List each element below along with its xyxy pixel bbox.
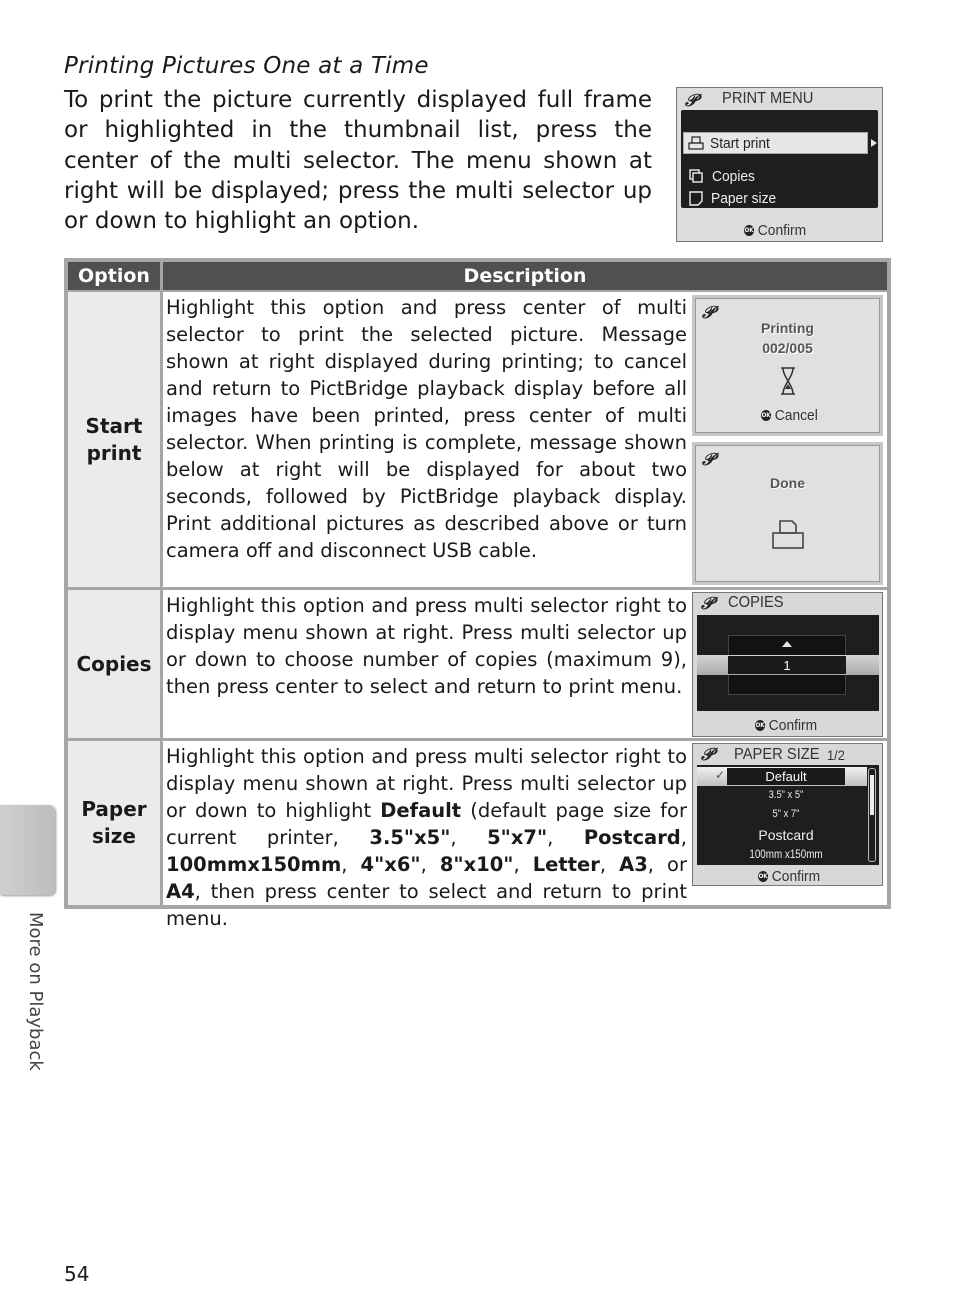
pictbridge-logo-icon: 𝒫	[702, 450, 715, 469]
page-indicator: 1/2	[827, 747, 845, 763]
scrollbar-thumb[interactable]	[870, 775, 874, 815]
paper-item-default[interactable]: Default	[727, 768, 845, 785]
done-screen	[692, 442, 883, 585]
pictbridge-logo-icon: 𝒫	[685, 91, 698, 110]
option-label: Start print	[85, 413, 143, 465]
cancel-label: Cancel	[774, 407, 818, 424]
confirm-label: Confirm	[757, 222, 807, 239]
header-description: Description	[163, 262, 887, 290]
cancel-hint	[761, 407, 818, 424]
scrollbar[interactable]	[868, 768, 876, 862]
hourglass-icon	[780, 367, 796, 395]
menu-item-copies[interactable]	[689, 166, 869, 186]
side-tab-label: More on Playback	[25, 912, 46, 1071]
paper-item[interactable]: Postcard	[758, 827, 814, 843]
option-copies	[68, 590, 160, 738]
menu-title: PAPER SIZE	[734, 746, 820, 763]
option-start-print	[68, 292, 160, 587]
option-paper-size	[68, 741, 160, 905]
arrow-up-icon	[782, 641, 792, 648]
copies-value-box[interactable]	[728, 656, 846, 674]
printer-icon	[771, 519, 805, 551]
menu-item-label: Paper size	[711, 189, 777, 207]
pictbridge-logo-icon: 𝒫	[701, 594, 714, 613]
description-text: Highlight this option and press multi selector right to display menu shown at right. Press multi selector up or down to choose number of copies (maximum 9), then press center to select and return to print menu.	[166, 594, 687, 698]
arrow-right-icon	[870, 138, 878, 148]
menu-item-start-print[interactable]	[683, 132, 868, 154]
confirm-label: Confirm	[768, 717, 818, 734]
paper-icon	[689, 191, 703, 206]
menu-item-paper-size[interactable]	[689, 188, 869, 208]
copies-value: 1	[783, 657, 791, 673]
intro-paragraph: To print the picture currently displayed full frame or highlighted in the thumbnail list, press the center of the multi selector. The menu shown at right will be displayed; press the multi selector up or down to highlight an option.	[64, 87, 652, 235]
paper-item[interactable]: 100mm x150mm	[749, 847, 823, 861]
paper-item[interactable]: 3.5" x 5"	[768, 789, 804, 801]
check-icon: ✓	[715, 768, 726, 782]
option-label: Copies	[76, 651, 152, 676]
ok-button-icon: OK	[755, 722, 765, 729]
confirm-label: Confirm	[771, 868, 821, 885]
paper-size-screen	[692, 743, 883, 886]
description-text: Highlight this option and press multi selector right to display menu shown at right. Press multi selector up or down to highlight Default (default page size for current printer, 3.5"x5", 5"x7", Postcard, 100mmx150mm, 4"x6", 8"x10", Letter, A3, or A4, then press center to select and return to print menu.	[166, 745, 687, 930]
printing-progress: 002/005	[762, 340, 813, 356]
print-menu-screen	[676, 87, 883, 242]
copies-icon	[689, 169, 704, 183]
ok-button-icon: OK	[758, 873, 768, 880]
section-tab	[0, 805, 55, 895]
menu-item-label: Copies	[712, 167, 755, 185]
page-number: 54	[64, 1262, 90, 1286]
header-option: Option	[68, 262, 160, 290]
ok-button-icon: OK	[761, 412, 771, 419]
description-text: Highlight this option and press center of multi selector to print the selected picture. Message shown at right displayed during printing; to cancel and return to PictBridge playback display before all images have been printed, press center of multi selector. When printing is complete, message shown below at right will be displayed for about two seconds, followed by PictBridge playback display. Print additional pictures as described above or turn camera off and disconnect USB cable.	[166, 296, 687, 562]
menu-title: COPIES	[728, 594, 784, 611]
pictbridge-logo-icon: 𝒫	[701, 745, 714, 764]
menu-title: PRINT MENU	[722, 90, 814, 107]
confirm-hint	[744, 222, 806, 239]
confirm-hint	[755, 717, 817, 734]
copies-screen	[692, 592, 883, 737]
done-label: Done	[770, 475, 805, 491]
menu-item-label: Start print	[710, 134, 770, 152]
printing-label: Printing	[761, 320, 814, 336]
pictbridge-logo-icon: 𝒫	[702, 303, 715, 322]
section-heading: Printing Pictures One at a Time	[64, 53, 429, 79]
ok-button-icon: OK	[744, 227, 754, 234]
paper-item[interactable]: 5" x 7"	[772, 808, 800, 820]
printing-screen	[692, 295, 883, 436]
printer-icon	[688, 136, 704, 150]
option-label: Paper size	[81, 797, 147, 848]
confirm-hint	[758, 868, 820, 885]
